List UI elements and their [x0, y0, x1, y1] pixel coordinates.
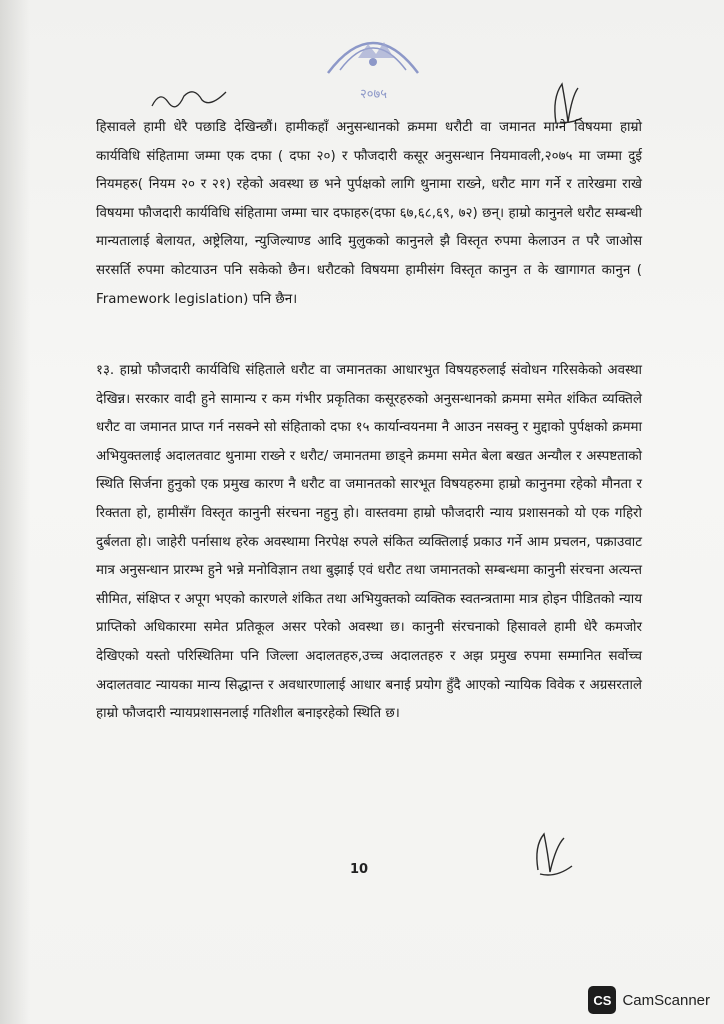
camscanner-badge — [588, 985, 710, 1015]
signature-icon — [150, 82, 230, 114]
seal-year-text: २०७५ — [360, 87, 388, 102]
page-number: 10 — [350, 862, 369, 877]
camscanner-label: CamScanner — [622, 991, 710, 1009]
court-seal-icon — [318, 18, 428, 108]
page-edge-shadow — [0, 0, 30, 1024]
paragraph-2: १३. हाम्रो फौजदारी कार्यविधि संहिताले धरौट वा जमानतका आधारभुत विषयहरुलाई संवोधन गरिसकेको अवस्था देखिन्न। सरकार वादी हुने सामान्य र कम गंभीर प्रकृतिका कसूरहरुको अनुसन्धानको क्रममा समेत शंकित व्यक्तिले धरौट वा जमानत प्राप्त गर्न नसक्ने सो संहिताको दफा १५ कार्यान्वयनमा नै आउन नसक्नु र मुद्दाको पुर्पक्षको क्रममा अभियुक्तलाई अदालतवाट थुनामा राख्ने र धरौट/ जमानतमा छाड्ने क्रममा समेत बेला बखत अन्यौल र अस्पष्टताको स्थिति सिर्जना हुनुको एक प्रमुख कारण नै धरौट वा जमानतको सारभूत विषयहरुमा हाम्रो कानुनमा रहेको मौनता र रिक्तता हो, हामीसँग विस्तृत कानुनी संरचना नहुनु हो। वास्तवमा हाम्रो फौजदारी न्याय प्रशासनको यो एक गहिरो दुर्बलता हो। जाहेरी पर्नासाथ हरेक अवस्थामा निरपेक्ष रुपले संकित व्यक्तिलाई प्रकाउ गर्ने आम प्रचलन, पक्राउवाट मात्र अनुसन्धान प्रारम्भ हुने भन्ने मनोविज्ञान तथा बुझाई एवं धरौट तथा जमानतको सम्बन्धमा कानुनी संरचना अत्यन्त सीमित, संक्षिप्त र अपूग भएको कारणले शंकित तथा अभियुक्तको व्यक्तिक स्वतन्त्रतामा मात्र होइन पीडितको न्याय प्राप्तिको अधिकारमा समेत प्रतिकूल असर परेको अवस्था छ। कानुनी संरचनाको हिसावले हामी धेरै कमजोर देखिएको यस्तो परिस्थितिमा पनि जिल्ला अदालतहरु,उच्च अदालतहरु र अझ प्रमुख रुपमा सम्मानित सर्वोच्च अदालतवाट न्यायका मान्य सिद्धान्त र अवधारणालाई आधार बनाई प्रयोग हुँदै आएको न्यायिक विवेक र अग्रसरताले हाम्रो फौजदारी न्यायप्रशासनलाई गतिशील बनाइरहेको स्थिति छ। — [96, 363, 642, 722]
paragraph-1: हिसावले हामी धेरै पछाडि देखिन्छौं। हामीकहाँ अनुसन्धानको क्रममा धरौटी वा जमानत माग्ने विषयमा हाम्रो कार्यविधि संहितामा जम्मा एक दफा ( दफा २०) र फौजदारी कसूर अनुसन्धान नियमावली,२०७५ मा जम्मा दुई नियमहरु( नियम २० र २१) रहेको अवस्था छ भने पुर्पक्षको लागि थुनामा राख्ने, धरौट माग गर्ने र तारेखमा राखे विषयमा फौजदारी कार्यविधि संहितामा जम्मा चार दफाहरु(दफा ६७,६८,६९, ७२) छन्। हाम्रो कानुनले धरौट सम्बन्धी मान्यतालाई बेलायत, अष्ट्रेलिया, न्युजिल्याण्ड आदि मुलुकको कानुनले झै विस्तृत रुपमा केलाउन त परै जाओस सरसर्ति रुपमा कोटयाउन पनि सकेको छैन। धरौटको विषयमा हामीसंग विस्तृत कानुन त के खागागत कानुन ( Framework legislation) पनि छैन। — [96, 120, 642, 307]
signature-icon — [532, 830, 576, 880]
camscanner-logo-icon: CS — [588, 986, 616, 1014]
